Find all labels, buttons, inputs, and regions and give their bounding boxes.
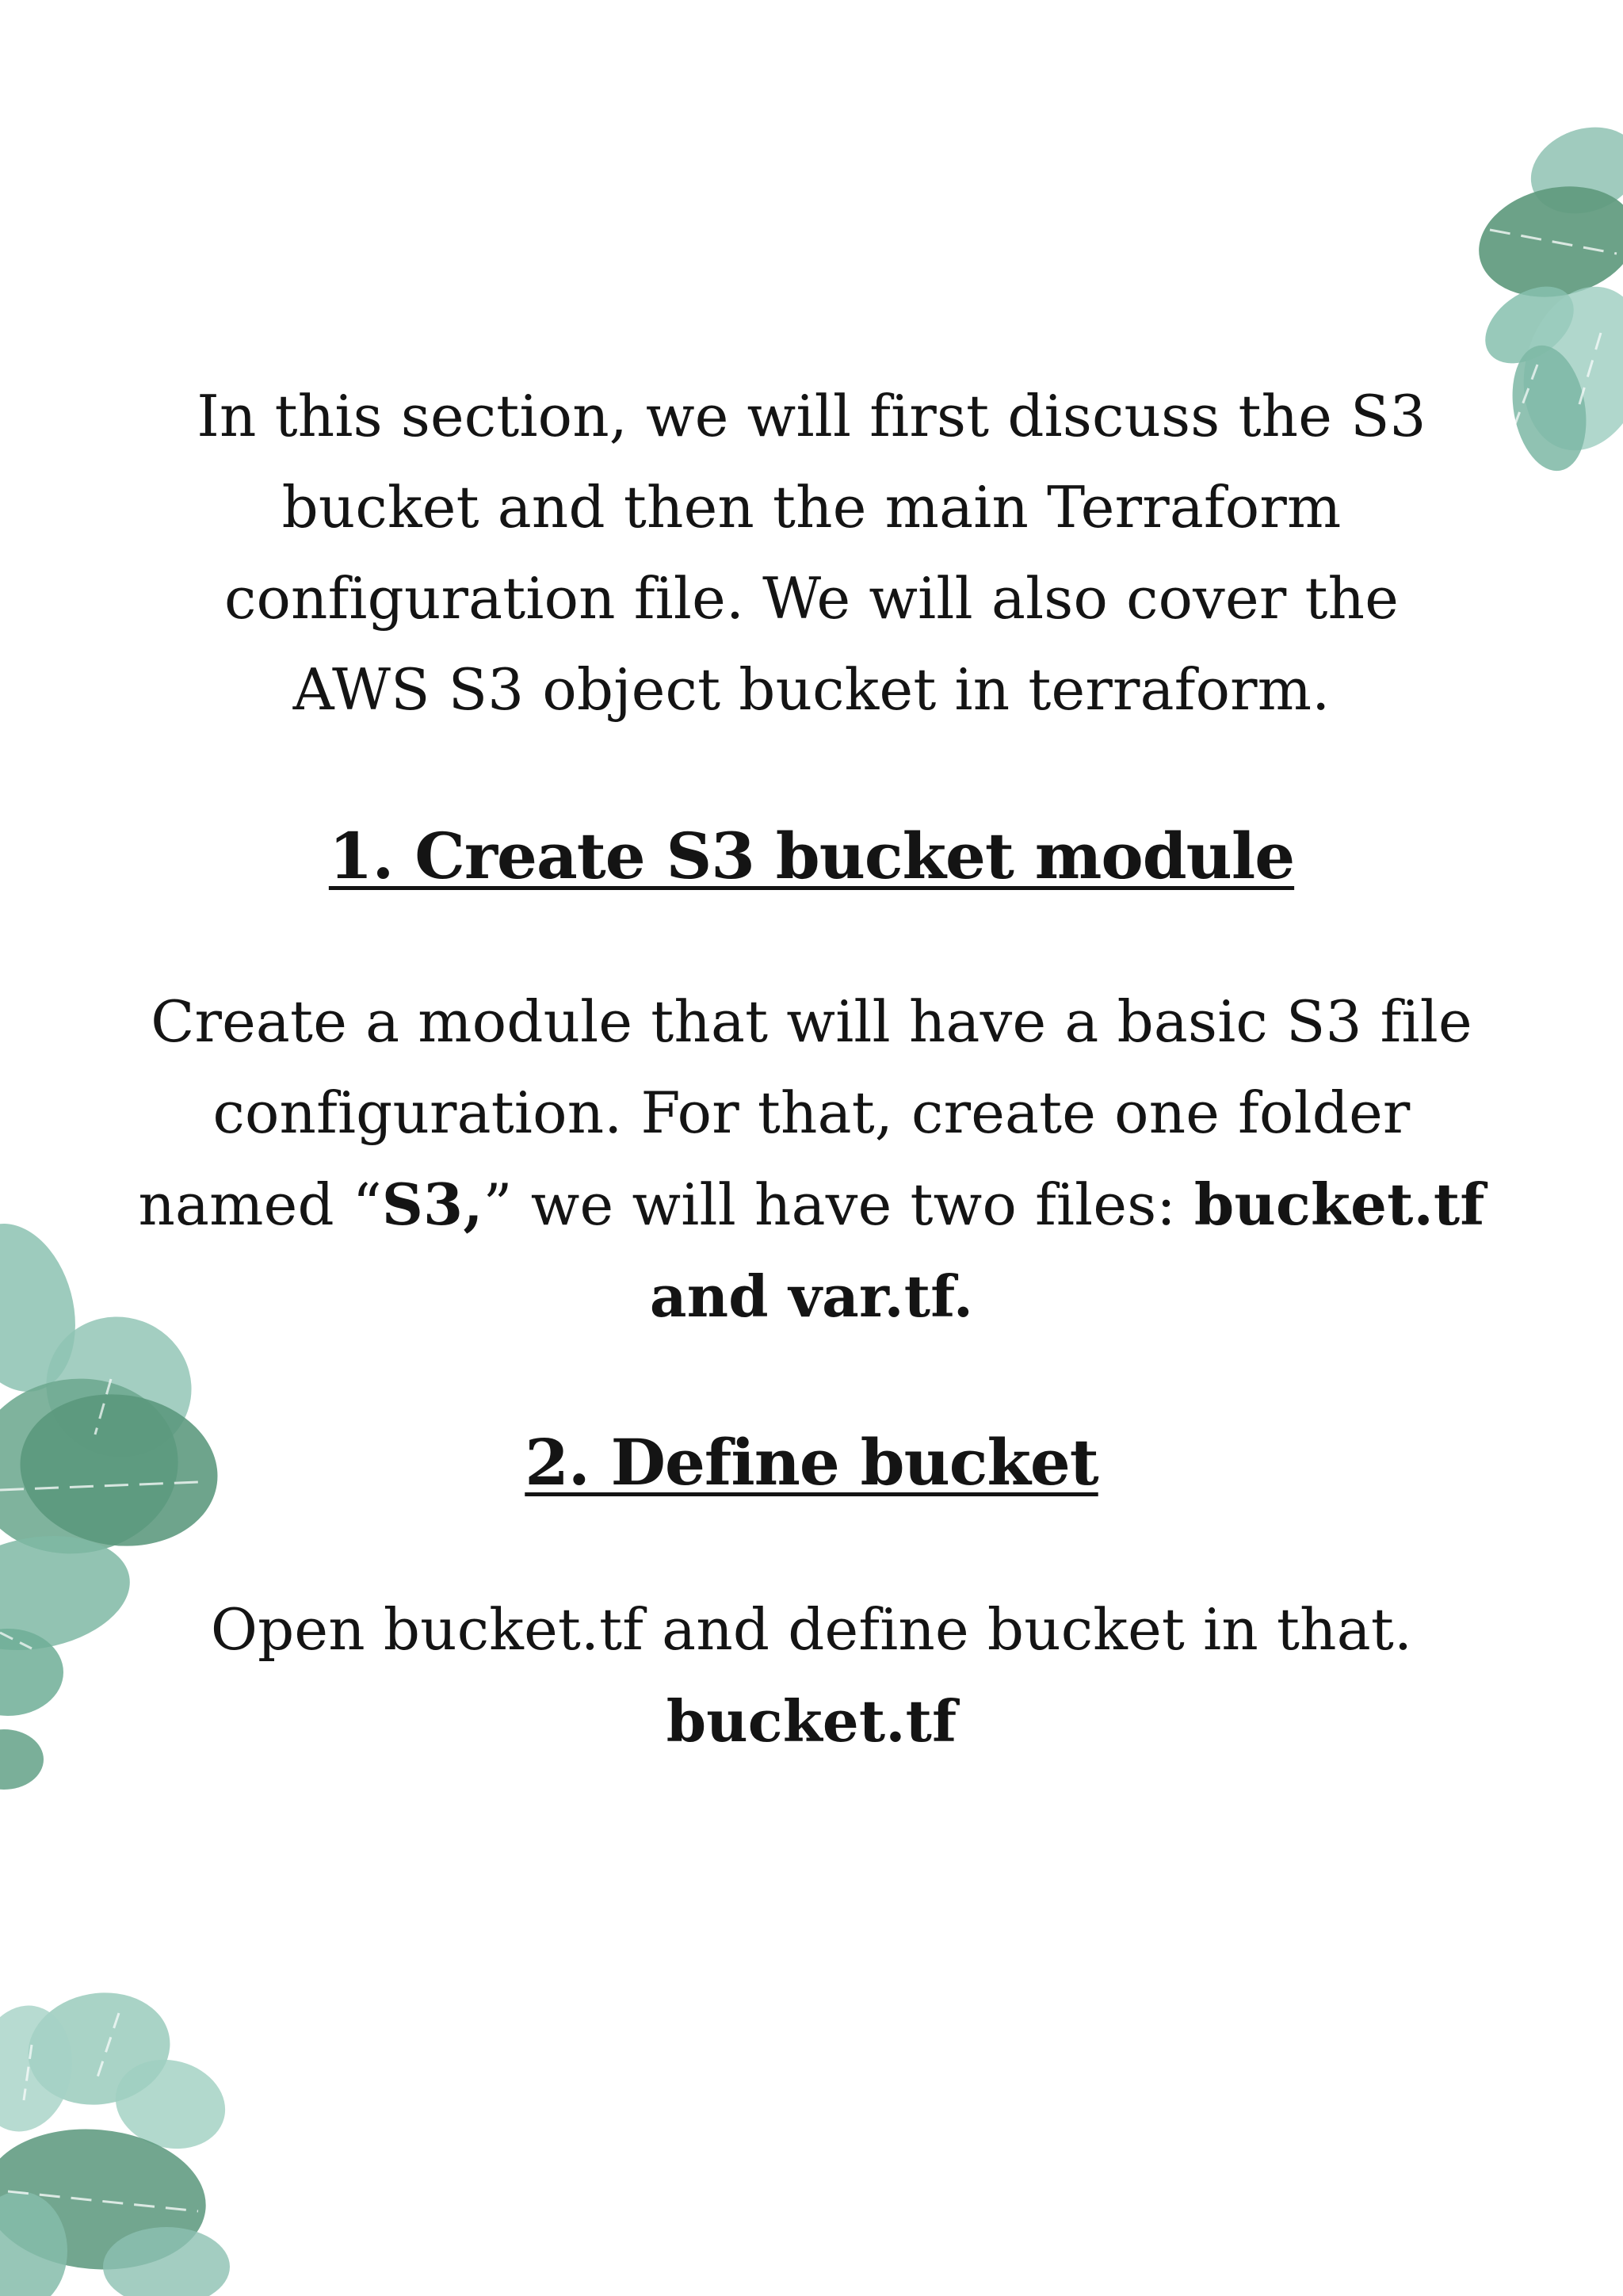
file-name-var-tf: and var.tf. bbox=[649, 1263, 974, 1330]
section1-paragraph bbox=[119, 976, 1504, 1342]
intro-line: configuration file. We will also cover the bbox=[223, 565, 1400, 632]
intro-line: AWS S3 object bucket in terraform. bbox=[292, 656, 1331, 723]
section2-paragraph bbox=[119, 1584, 1504, 1767]
leaf-decoration-bottom-left bbox=[0, 1989, 238, 2296]
section1-line: configuration. For that, create one folder bbox=[212, 1079, 1411, 1146]
leaf-shape bbox=[0, 1729, 44, 1790]
intro-line: bucket and then the main Terraform bbox=[281, 474, 1342, 541]
intro-paragraph bbox=[119, 371, 1504, 735]
file-name-bucket-tf: bucket.tf bbox=[1193, 1171, 1485, 1238]
section1-line3-prefix: named “ bbox=[138, 1171, 382, 1238]
section-heading-define-bucket: 2. Define bucket bbox=[525, 1425, 1098, 1499]
intro-line: In this section, we will first discuss the S3 bbox=[197, 383, 1426, 449]
document-content bbox=[119, 371, 1504, 1767]
section2-line: Open bucket.tf and define bucket in that. bbox=[210, 1596, 1413, 1663]
section1-line bbox=[119, 1159, 1504, 1251]
section1-line3-mid: ” we will have two files: bbox=[483, 1171, 1194, 1238]
section1-line: Create a module that will have a basic S3 file bbox=[151, 988, 1472, 1055]
folder-name-text: S3, bbox=[381, 1171, 483, 1238]
section-heading-create-s3-module: 1. Create S3 bucket module bbox=[328, 819, 1295, 893]
file-name-label-bucket-tf: bucket.tf bbox=[666, 1687, 957, 1755]
